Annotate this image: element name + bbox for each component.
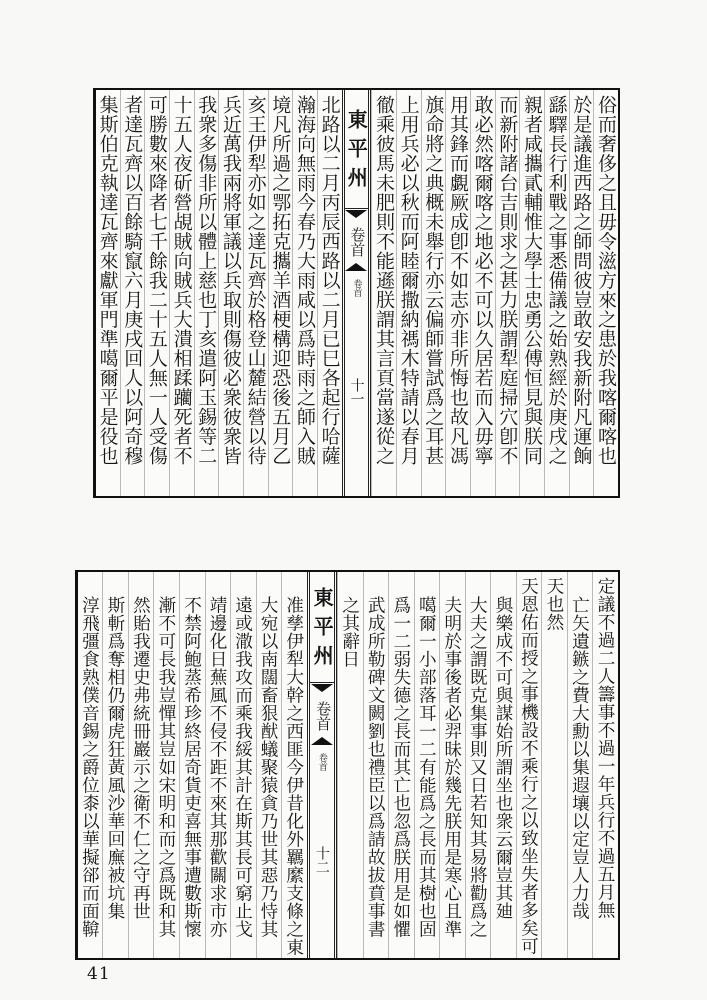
lower-leaf-columns <box>78 572 618 958</box>
text-column: 亥王伊犁亦如之達瓦齊於格登山麓結營以待 <box>243 90 268 496</box>
text-column: 我衆多傷非所以體上慈也丁亥遣阿玉錫等二 <box>194 90 219 496</box>
text-column: 敢必然喀爾喀之地必不可以久居若而入毋寧 <box>470 90 495 496</box>
text-column: 集斯伯克執達瓦齊來獻軍門準噶爾平是役也 <box>96 95 119 466</box>
section-label: 卷首 <box>351 279 362 297</box>
text-column: 十五人夜斫營覘賊向賊兵大潰相蹂躪死者不 <box>169 90 194 496</box>
text-column: 大夫之謂既克集事則又日若知其易將勸爲之 <box>465 572 491 958</box>
text-column: 之其辭日 <box>337 572 363 958</box>
text-column: 准孳伊犁大幹之西匪今伊昔化外羈縻支條之東 <box>281 572 307 958</box>
center-header-column <box>342 90 372 496</box>
text-column: 天也然 <box>541 572 567 958</box>
text-column: 兵近萬我兩將軍議以兵取則傷彼必衆彼衆皆 <box>218 90 243 496</box>
juan-label: 卷首 <box>345 209 369 265</box>
center-header-column <box>307 572 338 958</box>
text-column: 淳飛彊食熟僕音錫之爵位桼以華擬郤而面鞥 <box>79 596 100 938</box>
juan-label: 卷首 <box>310 683 335 739</box>
text-column: 俗而奢侈之且毋令滋方來之患於我喀爾喀也 <box>593 90 618 496</box>
text-column: 夫明於事後者必羿昧於幾先朕用是寒心且準 <box>439 572 465 958</box>
text-column: 瀚海向無雨今春乃大雨咸以爲時雨之師入賊 <box>292 90 317 496</box>
text-column: 定議不過二人籌事不過一年兵行不過五月無 <box>592 572 618 958</box>
book-title: 東平州 <box>345 90 369 209</box>
text-column: 境凡所過之鄂拓克攜羊酒梗構迎恐後五月乙 <box>268 90 293 496</box>
text-column: 用其鋒而覷厥成卽不如志亦非所悔也故凡馮 <box>445 90 470 496</box>
text-column: 漸不可長我豈憚其豈如宋明和而之爲既和其 <box>153 572 179 958</box>
text-column: 天恩佑而授之事機設不乘行之以致坐失者多矣可 <box>516 572 542 958</box>
text-column: 爲一二弱失德之長而其亡也忽爲朕用是如懼 <box>388 572 414 958</box>
section-label: 卷首 <box>316 753 327 771</box>
text-column: 者達瓦齊以百餘騎竄六月庚戌回人以阿奇穆 <box>120 90 145 496</box>
text-column: 遠或潵我攻而乘我綏其計在斯其長可窮止戈 <box>230 572 256 958</box>
text-column: 亡矢遺鏃之費大勳以集遐壤以定豈人力哉 <box>567 572 593 958</box>
page-number: 41 <box>87 964 111 984</box>
text-column: 北路以二月丙辰西路以二月已巳各起行哈薩 <box>317 90 342 496</box>
lower-leaf <box>75 570 620 960</box>
text-column: 於是議進西路之師問彼豈敢安我新附凡運餉 <box>569 90 594 496</box>
text-column: 斯斬爲奪相仍爾虎狂黃風沙華回廡被坑集 <box>102 572 128 958</box>
text-column: 噶爾一小部落耳一二有能爲之長而其樹也固 <box>414 572 440 958</box>
text-column: 不禁阿鮑蒸希珍終居奇貨吏喜無事遭數斯懷 <box>179 572 205 958</box>
leaf-number: 十一 <box>348 378 365 406</box>
text-column: 與樂成不可與謀始所謂坐也衆云爾豈其廸 <box>490 572 516 958</box>
upper-leaf <box>93 88 620 498</box>
book-title: 東平州 <box>310 572 335 683</box>
text-column: 徹乘彼馬未肥則不能遜朕謂其言頁當遂從之 <box>371 90 396 496</box>
text-column: 旗命將之典概未舉行亦云偏師嘗試爲之耳甚 <box>421 90 446 496</box>
leaf-number: 十二 <box>313 846 330 874</box>
text-column: 繇驛長行利戰之事悉備議之始熟經於庚戌之 <box>544 90 569 496</box>
text-column: 靖邊化日蕪風不侵不距不來其那歡關求市亦 <box>205 572 231 958</box>
text-column: 大宛以南闊畜狠猷蟻聚猿貪乃世其惡乃恃其 <box>256 572 282 958</box>
text-column: 可勝數來降者七千餘我二十五人無一人受傷 <box>144 90 169 496</box>
text-column: 上用兵必以秋而阿睦爾撒納禡木特請以春月 <box>396 90 421 496</box>
text-column: 而新附諸台吉則求之甚力朕謂犁庭掃穴卽不 <box>495 90 520 496</box>
upper-leaf-columns <box>96 90 618 496</box>
text-column: 然貽我遷史弗統冊巖示之衛不仁之守再世 <box>128 572 154 958</box>
text-column: 親者咸攜貳輔惟大學士忠勇公傅恒見與朕同 <box>519 90 544 496</box>
text-column: 武成所勒碑文闕劉也禮臣以爲請故拔賁事書 <box>363 572 389 958</box>
